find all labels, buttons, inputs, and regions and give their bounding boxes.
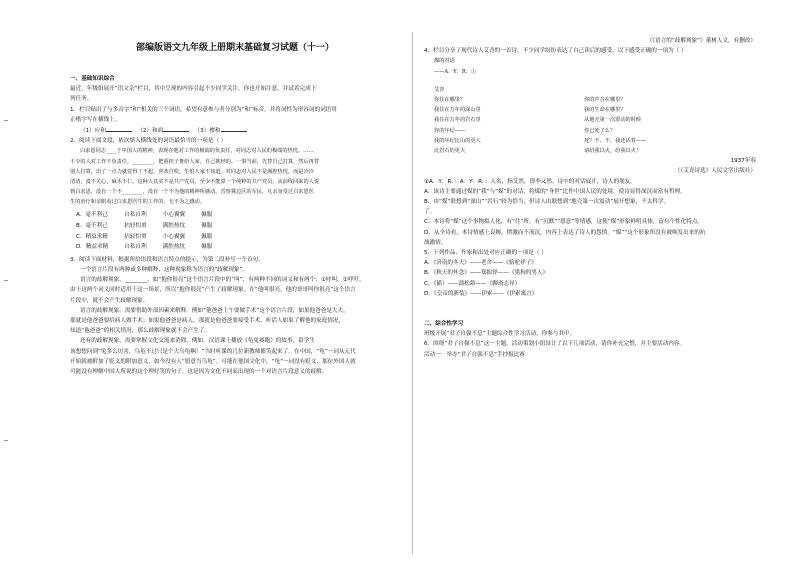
binding-mark <box>4 120 8 121</box>
option-cell: 佩服 <box>201 244 213 251</box>
option-cell: 满腔热忱 <box>162 222 186 229</box>
q5-option[interactable]: C．《猫》——蒲松龄——《聊斋志异》 <box>424 280 521 287</box>
poem-line: 我的年纪比山的更大 <box>434 137 481 144</box>
question-5-stem: 5．下列作品、作家和出处对应正确的一项是（ ） <box>424 250 547 257</box>
poem-line: 你的年纪—— <box>434 127 466 134</box>
poem-line: 死？不，不，我还活着—— <box>584 137 647 144</box>
passage-line: 那就是他爸爸要给病人做手术；如果他爸爸是病人，那就是他爸爸要接受手术。听话人如果了解他的家庭情况， <box>70 318 345 325</box>
passage-line: 语言的歧解现象，________。如“抱你很亮”这个语言片段中的“叫”，有两种不同的词义和有两个：①呼叫，②呼吁。 <box>80 277 365 284</box>
q4-option[interactable]: C．本诗将“煤”这个事物拟人化，有“住”所，有“沉默”“愿意”等情感，这使“煤”形象鲜明具体，富有个性化特点。 <box>424 219 704 226</box>
passage-line: 可能没有理解中国人所说的这个理好笑的句子。这是因为文化不同而出现的一个对语言片段意义的歧解。 <box>70 369 328 376</box>
q5-option[interactable]: D．《皇帝的新装》——伊索——《伊索寓言》 <box>424 290 538 297</box>
passage-line: 由于这两个词义同时适用于这一场景，所以“抱你很亮”产生了歧解现象。在“他叫很亮，他的哥哥叫你很亮”这个语言 <box>70 287 356 294</box>
passage-line: 片段中，就不会产生歧解现象。 <box>70 297 149 304</box>
column-divider <box>412 32 413 554</box>
option-cell: A．毫不利己 <box>76 211 108 218</box>
activity-item: 活动一：举办“君子自强不息”手抄报比赛 <box>424 351 525 358</box>
poem-line: 从地壳第一次震动的时候 <box>584 117 642 124</box>
option-cell: 拈轻怕重 <box>124 222 147 229</box>
option-cell: C．精益求精 <box>76 233 108 240</box>
q4-option[interactable]: B．由“煤”联想到“深山”“岩石”较为恰当，但诗人由联想到“地壳第一次震动”展开想象，不太科学。 <box>424 199 670 206</box>
question-2-stem: 2．阅读下面文段，依次填入横线处的词语最恰当的一项是（ ） <box>70 138 227 145</box>
option-cell: 满腔热忱 <box>162 244 186 251</box>
poem-date: 1937年春 <box>730 158 756 165</box>
section-intro: 班级开展“君子自强不息”主题综合性学习活动，你参与其中。 <box>424 331 576 338</box>
q2-options-table <box>76 210 228 253</box>
option-row[interactable] <box>76 242 228 253</box>
page-title: 部编版语文九年级上册期末基础复习试题（十一） <box>135 43 334 53</box>
question-6-stem: 6．围绕“君子自强不息”这一主题，活动策划小组设计了以下几项活动，请你补充完整，并主要活动内容。 <box>424 341 686 348</box>
passage-line: 生的治疗和亲眼看过白求恩医生的工作的，无不为之感动。 <box>70 199 205 206</box>
q1-item: （2）和面 <box>137 128 164 135</box>
passage-line: 白求恩同志____于中国人的精神，表现在他对工作的极端的负责任，对同志对人民的极端的热忱。…… <box>80 148 314 155</box>
passage-line: 到白求恩，没有一个不________，没有一个不为他的精神所感动。晋察冀边区的军民，凡亲身受过白求恩医 <box>70 189 314 196</box>
binding-mark <box>4 440 8 441</box>
section-heading: 一、基础知识综合 <box>70 76 115 82</box>
poem-line: 你住在哪里？ <box>434 97 466 104</box>
q1-item: （1）应和 <box>80 128 106 135</box>
left-column <box>70 36 400 377</box>
question-1-items <box>70 125 400 136</box>
passage-line: 语言的歧解现象，需要借助外部因素来解释。例如“他爸爸上午要做手术”这个语言片段，如果他爸爸是大夫， <box>80 307 349 314</box>
option-cell: 自私自利 <box>124 211 147 218</box>
poem-line: 我住在万年的岩石里 <box>434 117 481 124</box>
passage-line: 不少的人对工作不负责任，________，把重担子推给人家，自己挑轻的。一事当前，先替自己打算，然后再替 <box>70 158 320 165</box>
poem-row <box>424 126 760 136</box>
passage-line: 清清，漠不关心，麻木不仁。这种人其实不是共产党员，至少不能算一个纯粹的共产党员。从前线回来的人说 <box>70 179 320 186</box>
option-cell: B．毫不利己 <box>76 222 108 229</box>
source-citation: （《语言的“歧解现象”》董树人文，有删改） <box>646 38 756 44</box>
option-cell: 小心翼翼 <box>162 211 186 218</box>
option-cell: 小心翼翼 <box>162 233 186 240</box>
poem-title: 煤的对话 <box>434 58 455 65</box>
option-row[interactable] <box>76 210 228 221</box>
passage-line: 别人打算。出了一点力就觉得了不起，喜欢自吹，生怕人家不知道。对同志对人民不是满腔热忱，而是冷冷 <box>70 168 314 175</box>
poem-line: 你已死了么？ <box>584 127 616 134</box>
option-cell: 自私自利 <box>124 244 147 251</box>
q4-option-cont: 战激情。 <box>424 239 447 246</box>
question-1-line: 正楷字写在横线上。 <box>70 116 121 123</box>
option-cell: 佩服 <box>201 233 213 240</box>
question-3-stem: 3．阅读下面材料，根据所给语段和语言特点的提示，为第二段补写一个首句。 <box>70 256 264 263</box>
poem-author: ——A．Y．R．① <box>434 68 477 75</box>
option-row[interactable] <box>76 231 228 242</box>
option-cell: 佩服 <box>201 211 213 218</box>
q5-option[interactable]: A．《济南的冬天》——老舍——《骆驼祥子》 <box>424 260 537 267</box>
section-heading: 二、综合性学习 <box>424 321 464 328</box>
poem-row <box>424 115 760 125</box>
answer-blank[interactable] <box>106 125 132 132</box>
option-cell: 拈轻怕重 <box>124 233 147 240</box>
passage-line: 开始就被附加了贬义的附加意义，如今没有人“愿意当乌龟”。可能在他国文化中，“龟”一词没有贬义，那位外国人就 <box>70 358 356 365</box>
poem-source: （《艾青诗选》人民文学出版社） <box>674 168 756 175</box>
poem-row <box>424 105 760 115</box>
poem-line: 请给我以火，给我以火！ <box>584 148 642 155</box>
q5-option[interactable]: B．《秋天的怀念》——郑振铎——《猎狗的男人》 <box>424 270 549 277</box>
option-cell: D．精益求精 <box>76 244 109 251</box>
q4-option[interactable]: D．从全诗看，本诗情感上哀婉、愤激而不流沉，内容上表达了诗人的怨愤。“煤”“这个形象所没有被唤发出来的抗 <box>424 229 706 236</box>
binding-mark <box>4 280 8 281</box>
passage-line: 还有的歧解现象，需要掌握文化交流来消除。例如，汉语课上播放《龟兔赛跑》的故事，留学生 <box>80 338 315 345</box>
answer-blank[interactable] <box>221 125 247 132</box>
poem-line: 你的声音在哪里？ <box>584 97 626 104</box>
q1-item: （3）掺和 <box>194 128 221 135</box>
intro-line: 最近，年级组展开“语文杂”栏目，其中呈现的内容引起不少同学关注。你也开始注意，并试着完成下 <box>70 86 317 93</box>
poem-line: 我住在万年的深山里 <box>434 107 481 114</box>
poem-line: 我的生命在哪里？ <box>584 107 626 114</box>
answer-blank[interactable] <box>163 125 189 132</box>
passage-line: 知道“他爸爸”的相关情况，那么歧解现象就不会产生了。 <box>70 328 211 335</box>
poem-row <box>424 136 760 146</box>
poem-row <box>424 146 760 156</box>
question-4-stem: 4．栏目分享了现代诗人艾青的一首诗，不少同学纷纷表达了自己读后的感受。以下感受正确的一项为（ ） <box>424 48 687 55</box>
poet-name: 艾青 <box>434 86 445 93</box>
right-column <box>424 36 760 360</box>
footnote: ①A．Y．R．：A．Y．R．：人名，指艾然，即李又然。诗中的对话展开，诗人的朋友。 <box>424 178 636 185</box>
intro-line: 列任务。 <box>70 96 93 103</box>
q4-option-cont: 了。 <box>424 209 436 216</box>
poem-line: 比岩石的更大 <box>434 148 466 155</box>
poem-row <box>424 95 760 105</box>
passage-line: 一个语言片段有两种或多种解释，这种现象称为语言的“歧解现象”。 <box>80 267 249 274</box>
option-row[interactable] <box>76 220 228 231</box>
option-cell: 佩服 <box>201 222 213 229</box>
question-1-line: 1．栏目贴出了与多音字“和”相关的三个词语，希望有意参与者分别为“和”标音，并将词性为形容词的词语用 <box>70 106 337 113</box>
passage-line: 该想想问到“兔多么厉害，乌龟不过只是个大乌龟啊！”当时听课的几位新教师都笑起来了。在中国，“龟”一词从元代 <box>70 348 356 355</box>
q4-option[interactable]: A．该诗主要通过煤的“我”与“煤”的对话，将煤的“身世”比作中国人民的处境，使诗显得深沉而富有哲理。 <box>424 188 686 195</box>
